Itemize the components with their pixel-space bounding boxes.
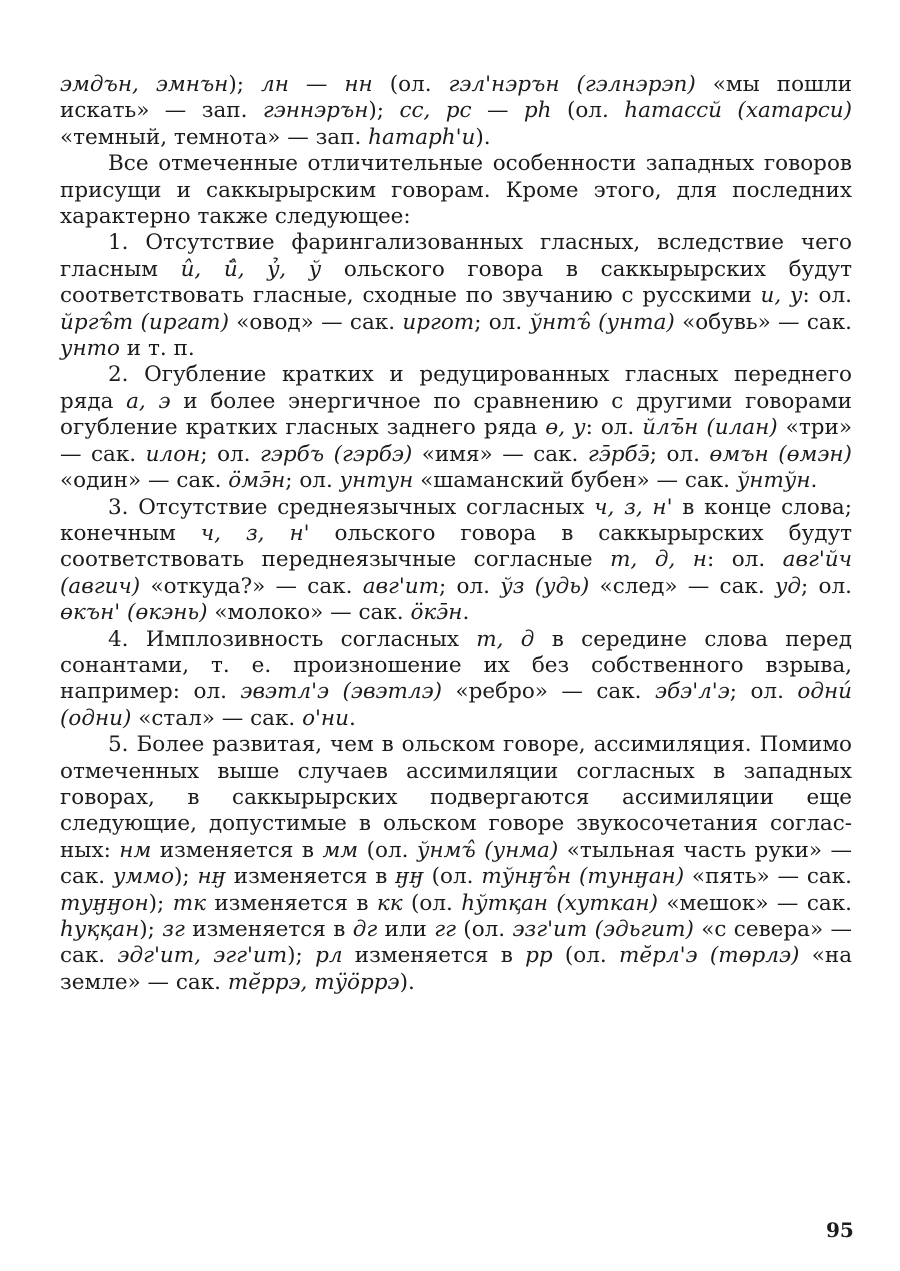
text-run: и более энергичное по сравнению с другими говорами огубление кратких гласных заднего ряда (60, 388, 852, 441)
text-run: ; ол. (649, 441, 710, 467)
text-run: «с севера» — сак. (60, 917, 852, 969)
text-run: (ол. (455, 917, 513, 942)
italic-run: о'ни (302, 705, 349, 731)
italic-run: ө, у (545, 415, 586, 441)
italic-run: иргот (402, 309, 475, 335)
italic-run: нм (119, 837, 152, 863)
italic-run: ч, з, н' (200, 520, 310, 546)
italic-run: гэрбъ (гэрбэ) (260, 441, 413, 467)
text-run: в конце слова; конечным (60, 494, 852, 546)
text-run: изменяется в (205, 890, 377, 916)
italic-run: одни́ (одни) (60, 679, 852, 731)
text-run: — (471, 98, 524, 124)
text-run: ; ол. (285, 468, 340, 494)
italic-run: унто (60, 336, 120, 362)
text-run: (ол. (552, 943, 620, 969)
text-run: ); (368, 98, 400, 124)
text-run: изменяется в (151, 837, 323, 863)
text-run: 2. Огубление кратких и редуцированных гласных переднего ряда (60, 362, 852, 414)
italic-run: тӗррэ, тӱӧррэ (227, 969, 400, 995)
italic-run: эбэ'л'э (655, 679, 730, 705)
italic-run: гг (434, 917, 456, 942)
italic-run: нн (344, 72, 373, 97)
paragraph-feature-4 (60, 627, 852, 733)
paragraph-feature-5 (60, 732, 852, 996)
italic-run: т, д, н (610, 547, 707, 573)
italic-run: лн (261, 72, 289, 97)
text-run: Все отмеченные отличительные особенности западных говоров присущи и саккырырским говорам. Кроме этого, для последних характерно также следующее: (60, 151, 852, 230)
text-run: (ол. (551, 98, 625, 124)
text-run: (ол. (358, 837, 417, 863)
italic-run: hатассй (хатарси) (624, 98, 853, 124)
text-run: «молоко» — сак. (207, 600, 411, 626)
italic-run: авг'ит (362, 573, 440, 599)
text-run: ); (228, 72, 261, 97)
italic-run: а, э (126, 388, 171, 414)
italic-run: ӧкэ̄н (410, 600, 463, 626)
text-run: «след» — сак. (589, 573, 775, 599)
text-run: : ол. (585, 415, 643, 441)
text-run: ольского говора в саккырырских будут соответствовать гласные, сходные по звучанию с русскими (60, 256, 852, 309)
text-run: «овод» — сак. (228, 309, 403, 335)
italic-run: кк (376, 890, 403, 916)
italic-run: унтун (339, 468, 414, 494)
italic-run: hатарh'и (368, 124, 476, 150)
text-run: ); (139, 917, 163, 942)
paragraph-continuation (60, 72, 852, 151)
text-run: 1. Отсутствие фарингализованных гласных, вследствие чего гласным (60, 230, 852, 282)
text-run: 3. Отсутствие среднеязычных согласных (108, 494, 595, 520)
italic-run: гэннэрън (262, 98, 369, 124)
italic-run: йргъ̂т (иргат) (60, 309, 229, 335)
text-run: «мешок» — сак. (657, 890, 852, 916)
text-run: «тыльная часть руки» — сак. (60, 837, 852, 890)
italic-run: илон (145, 441, 201, 467)
text-run: (ол. (372, 72, 449, 97)
text-run: ). (399, 969, 415, 995)
paragraph-feature-3 (60, 495, 852, 627)
italic-run: т, д (476, 626, 535, 652)
text-run: : ол. (802, 283, 852, 309)
italic-run: зг (162, 917, 185, 942)
italic-run: өкън' (өкэнь) (60, 600, 208, 626)
text-run: «мы пошли искать» — зап. (60, 72, 852, 124)
text-run: изменяется в (342, 943, 526, 969)
italic-run: туӈӈон (60, 890, 149, 916)
text-run: ); (174, 864, 198, 890)
text-run: ; ол. (439, 573, 501, 599)
italic-run: гэ̄рбэ̄ (587, 441, 650, 467)
text-run: «пять» — сак. (684, 864, 852, 890)
text-run: в середине слова перед сонантами, т. е. произношение их без собственного взрыва, например: ол. (60, 626, 852, 705)
text-run: «ребро» — сак. (442, 679, 655, 705)
text-run: «имя» — сак. (412, 441, 588, 467)
text-run: изменяется в (225, 864, 396, 890)
paragraph-feature-2 (60, 362, 852, 494)
italic-run: и, у (760, 283, 803, 309)
text-run: ; ол. (801, 573, 852, 599)
italic-run: авг'йч (авгич) (60, 547, 852, 599)
text-run: ; ол. (729, 679, 798, 705)
text-run: ); (148, 890, 173, 916)
paragraph-feature-1 (60, 230, 852, 362)
italic-run: и̂, й̂, ỷ, ў (180, 256, 322, 282)
text-run: (ол. (423, 864, 482, 890)
italic-run: рh (523, 98, 552, 124)
text-run: «на земле» — сак. (60, 943, 853, 995)
text-run: «стал» — сак. (131, 705, 303, 731)
text-run: «темный, темнота» — зап. (60, 124, 369, 150)
italic-run: тўнӈъ̂н (тунӈан) (481, 864, 685, 890)
italic-run: йлъ̄н (илан) (642, 415, 778, 441)
text-run: ольского говора в саккырырских будут соответствовать переднеязычные согласные (60, 520, 852, 573)
text-run: изменяется в (184, 917, 353, 942)
italic-run: уммо (112, 864, 175, 890)
text-run: «обувь» — сак. (674, 309, 852, 335)
italic-run: гэл'нэрън (гэлнэрэп) (448, 72, 696, 97)
italic-run: эмдън, эмнън (60, 72, 229, 97)
italic-run: тӗрл'э (төрлэ) (619, 943, 800, 969)
text-run: 4. Имплозивность согласных (108, 626, 477, 652)
italic-run: эдг'ит, эгг'ит (117, 943, 288, 969)
text-run: ). (475, 124, 491, 150)
text-run: . (462, 600, 470, 626)
text-run: «три» — сак. (60, 415, 852, 467)
text-run: или (377, 917, 435, 942)
text-run: : ол. (706, 547, 783, 573)
italic-run: ўнмъ̂ (унма) (416, 837, 559, 863)
italic-run: hуққан (60, 917, 140, 942)
italic-run: мм (322, 837, 359, 863)
text-run: «шаманский бубен» — сак. (413, 468, 737, 494)
page-text (60, 72, 852, 996)
italic-run: эвэтл'э (эвэтлэ) (240, 679, 443, 705)
page-number: 95 (826, 1218, 854, 1242)
italic-run: hўтқан (хуткан) (461, 890, 658, 916)
text-run: . (810, 468, 818, 494)
italic-run: ӧмэ̄н (228, 468, 286, 494)
text-run: ; ол. (200, 441, 261, 467)
text-run: ); (287, 943, 316, 969)
text-run: «один» — сак. (60, 468, 229, 494)
text-run: . (348, 705, 356, 731)
text-run: 5. Более развитая, чем в ольском говоре, ассимиляция. Помимо отмеченных выше случаев ассимиляции согласных в западных говорах, в саккырырских подвергаются ассимиляции еще следующие, допустимые в ольском говоре звукосочетания согласных: (60, 732, 852, 863)
italic-run: нӈ (197, 864, 226, 890)
paragraph-intro (60, 151, 852, 230)
italic-run: ч, з, н' (594, 494, 673, 520)
italic-run: өмън (өмэн) (709, 441, 852, 467)
text-run: (ол. (402, 890, 462, 916)
italic-run: рл (315, 943, 343, 969)
text-run: ; ол. (474, 309, 530, 335)
text-run: — (288, 72, 345, 97)
italic-run: рр (525, 943, 553, 969)
italic-run: тк (172, 890, 206, 916)
text-run: и т. п. (119, 336, 195, 362)
italic-run: сс, рс (399, 98, 472, 124)
italic-run: ўнтўн (736, 468, 811, 494)
italic-run: уд (774, 573, 802, 599)
text-run: «откуда?» — сак. (140, 573, 363, 599)
italic-run: ўнтъ̂ (унта) (529, 309, 675, 335)
italic-run: ӈӈ (395, 864, 424, 890)
italic-run: ўз (удь) (500, 573, 590, 599)
italic-run: дг (352, 917, 378, 942)
italic-run: эзг'ит (эдьгит) (512, 917, 694, 942)
